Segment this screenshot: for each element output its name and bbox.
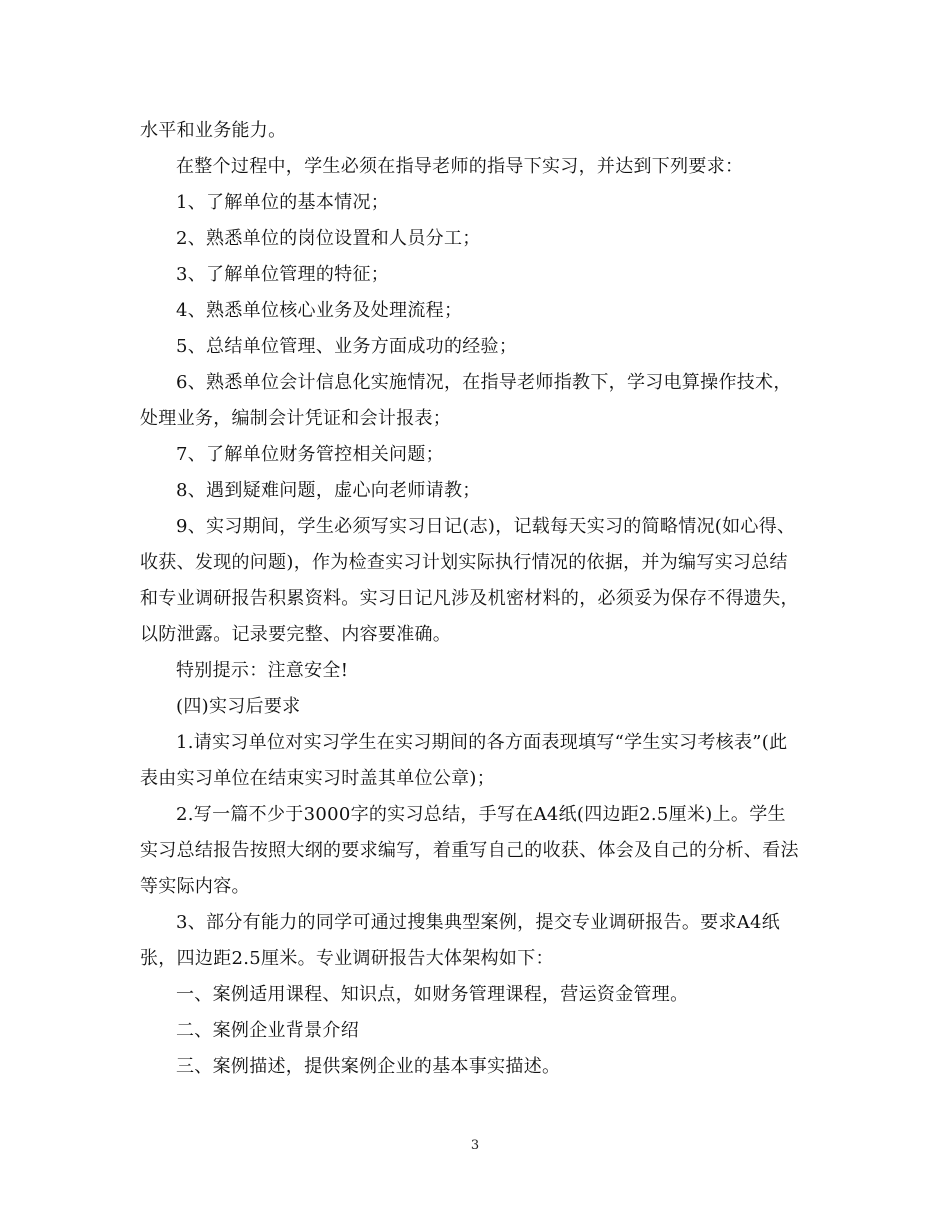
section-heading: (四)实习后要求: [176, 696, 301, 717]
list-item: 3、部分有能力的同学可通过搜集典型案例，提交专业调研报告。要求A4纸张，四边距2.5厘米。专业调研报告大体架构如下：: [140, 912, 781, 969]
outline-item: 二、案例企业背景介绍: [176, 1020, 359, 1041]
page-number: 3: [470, 1138, 480, 1153]
list-item: 2.写一篇不少于3000字的实习总结，手写在A4纸(四边距2.5厘米)上。学生实习总结报告按照大纲的要求编写，着重写自己的收获、体会及自己的分析、看法等实际内容。: [140, 804, 799, 897]
document-body: [140, 113, 804, 1085]
list-item: 9、实习期间，学生必须写实习日记(志)，记载每天实习的简略情况(如心得、收获、发现的问题)，作为检查实习计划实际执行情况的依据，并为编写实习总结和专业调研报告积累资料。实习日记凡涉及机密材料的，必须妥为保存不得遗失，以防泄露。记录要完整、内容要准确。: [140, 516, 799, 645]
outline-item: 三、案例描述，提供案例企业的基本事实描述。: [176, 1056, 561, 1077]
list-item: 3、了解单位管理的特征；: [176, 264, 390, 285]
list-item: 7、了解单位财务管控相关问题；: [176, 444, 444, 465]
paragraph: 在整个过程中，学生必须在指导老师的指导下实习，并达到下列要求：: [176, 156, 744, 177]
list-item: 2、熟悉单位的岗位设置和人员分工；: [176, 228, 481, 249]
special-note: 特别提示：注意安全!: [176, 660, 349, 681]
list-item: 1、了解单位的基本情况；: [176, 192, 390, 213]
list-item: 8、遇到疑难问题，虚心向老师请教；: [176, 480, 481, 501]
list-item: 5、总结单位管理、业务方面成功的经验；: [176, 336, 518, 357]
paragraph: 水平和业务能力。: [140, 120, 287, 141]
list-item: 6、熟悉单位会计信息化实施情况，在指导老师指教下，学习电算操作技术，处理业务，编制会计凭证和会计报表；: [140, 372, 792, 429]
outline-item: 一、案例适用课程、知识点，如财务管理课程，营运资金管理。: [176, 984, 689, 1005]
list-item: 4、熟悉单位核心业务及处理流程；: [176, 300, 463, 321]
list-item: 1.请实习单位对实习学生在实习期间的各方面表现填写“学生实习考核表”(此表由实习单位在结束实习时盖其单位公章)；: [140, 732, 788, 789]
